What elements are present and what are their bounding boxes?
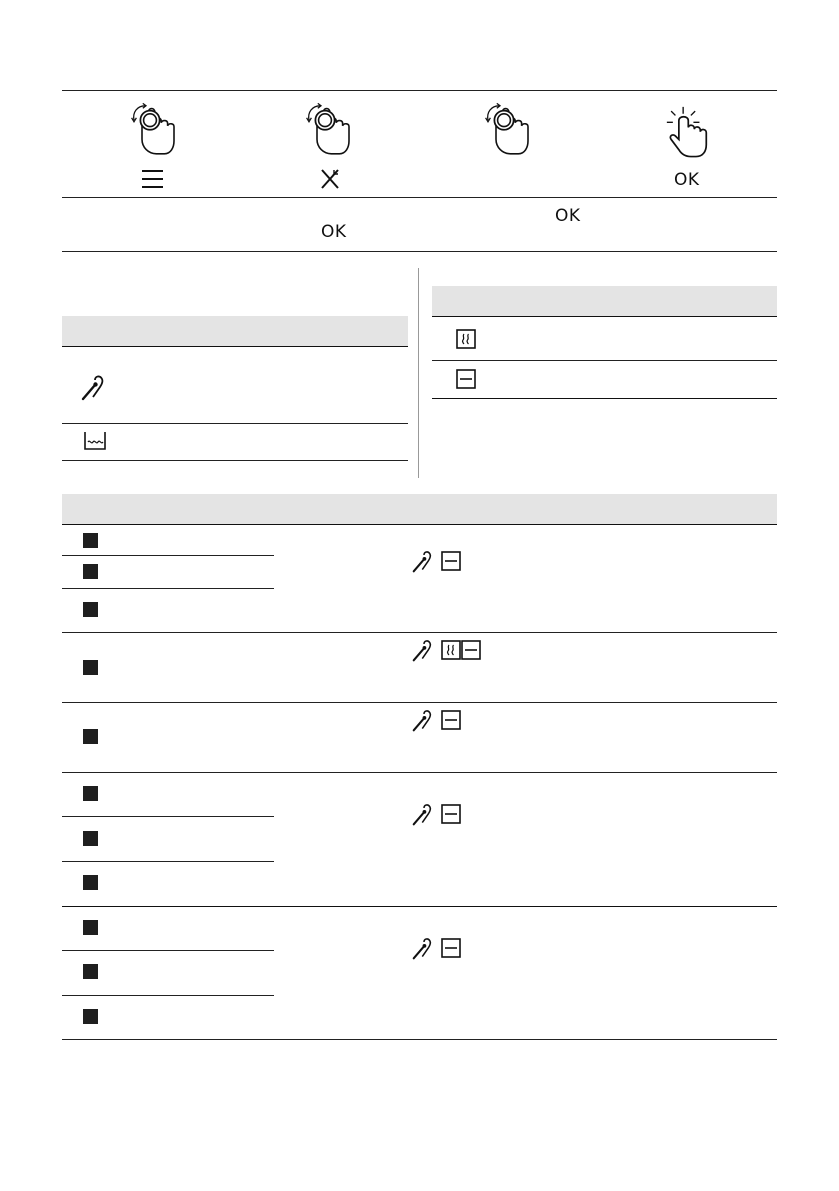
row-marker [83,875,98,890]
left-table-rule [62,423,408,424]
steam-heating-icon [456,329,476,349]
bottom-heat-icon [441,551,461,571]
row-rule [62,995,274,996]
bottom-heat-icon [461,640,481,660]
right-table-rule [432,398,777,399]
right-table-rule [432,360,777,361]
main-table-bottom-rule [62,1039,777,1040]
right-table-rule [432,316,777,317]
row-marker [83,786,98,801]
water-tray-icon [83,431,107,451]
hand-rotate-knob-icon [293,97,357,161]
row-marker [83,660,98,675]
column-divider [418,268,419,478]
group-rule [62,702,777,703]
steps-bottom-rule [62,197,777,198]
left-table-header [62,316,408,346]
menu-icon [142,169,163,189]
group-rule [62,772,777,773]
core-probe-icon [411,708,437,732]
instruction-ok-label: OK [321,222,347,242]
core-probe-icon [411,638,437,662]
row-marker [83,729,98,744]
fork-knife-icon [319,168,341,190]
row-marker [83,602,98,617]
core-probe-icon [411,936,437,960]
row-marker [83,533,98,548]
core-probe-icon [411,802,437,826]
left-table-rule [62,346,408,347]
row-rule [62,555,274,556]
row-rule [62,588,274,589]
hand-press-icon [658,100,710,160]
hand-rotate-knob-icon [118,97,182,161]
bottom-heat-icon [441,938,461,958]
row-marker [83,964,98,979]
hand-rotate-knob-icon [472,97,536,161]
bottom-heat-icon [441,804,461,824]
row-rule [62,950,274,951]
row-marker [83,1009,98,1024]
bottom-heat-icon [456,369,476,389]
row-rule [62,861,274,862]
bottom-heat-icon [441,710,461,730]
row-marker [83,564,98,579]
core-probe-icon [411,549,437,573]
steps-top-rule [62,90,777,91]
group-rule [62,632,777,633]
steam-heating-icon [441,640,461,660]
step-ok-label: OK [674,170,700,190]
left-table-rule [62,460,408,461]
instruction-ok-label: OK [555,206,581,226]
core-probe-icon [80,373,110,401]
main-table-header [62,494,777,524]
row-marker [83,831,98,846]
group-rule [62,906,777,907]
instructions-bottom-rule [62,251,777,252]
row-rule [62,816,274,817]
row-marker [83,920,98,935]
main-table-rule [62,524,777,525]
right-table-header [432,286,777,316]
